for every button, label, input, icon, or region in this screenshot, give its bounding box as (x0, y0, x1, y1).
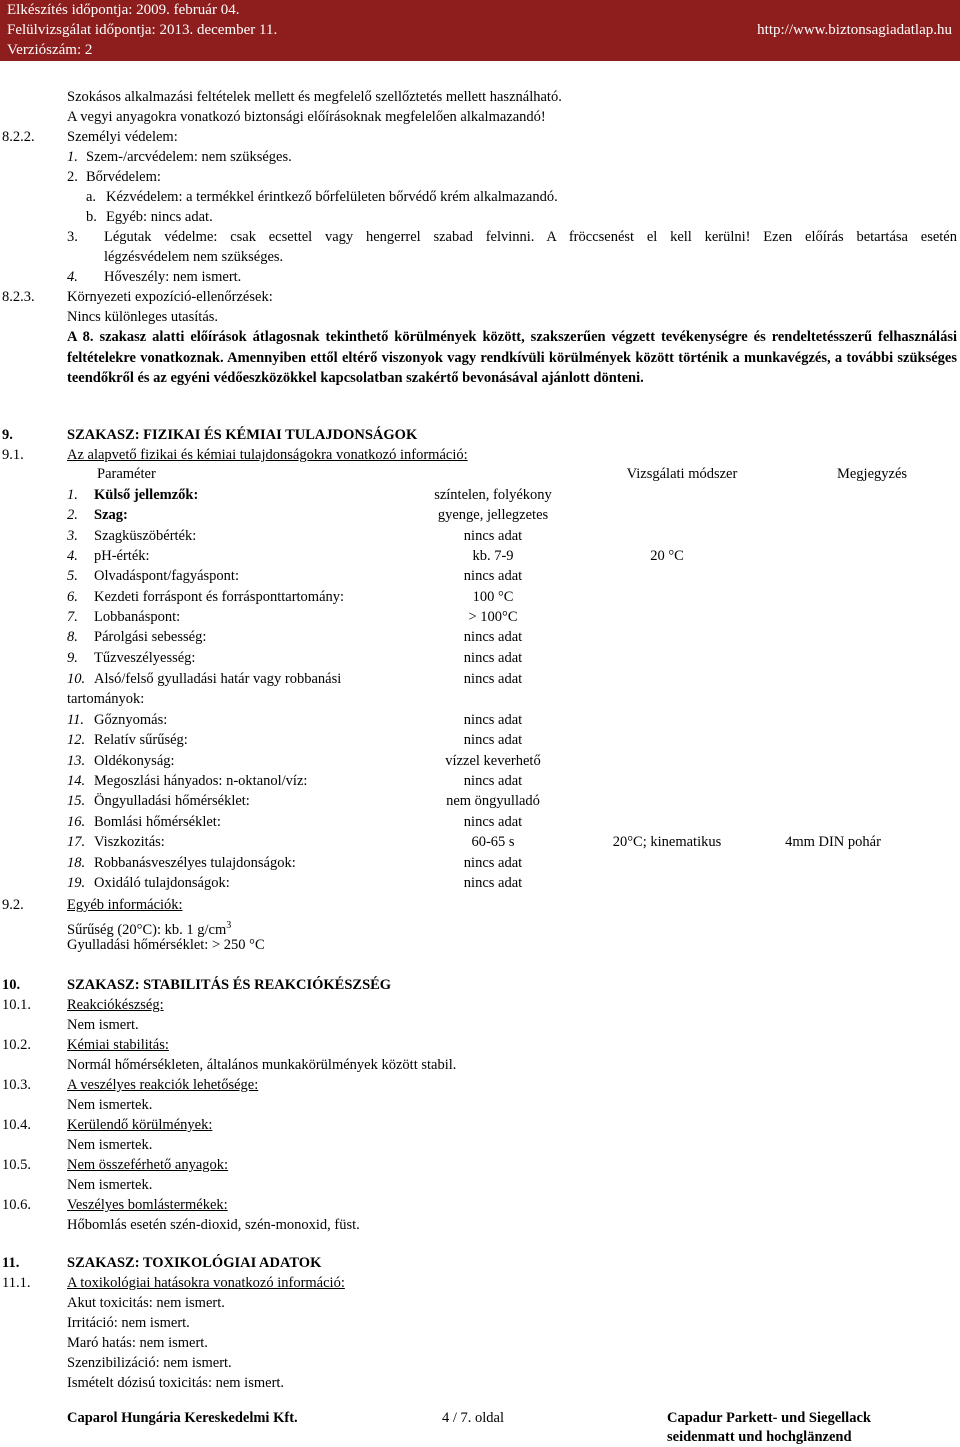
toxicology-heading: A toxikológiai hatásokra vonatkozó információ: (67, 1275, 345, 1291)
toxicology-item: Akut toxicitás: nem ismert. (67, 1295, 225, 1311)
row-parameter: Oldékonyság: (94, 753, 175, 769)
creation-date: Elkészítés időpontja: 2009. február 04. (7, 2, 240, 18)
respiratory-protection: Légutak védelme: csak ecsettel vagy hengerrel szabad felvinni. A fröccsenést el kell kerülni! Ezen előírás betartása esetén (104, 229, 957, 245)
environmental-controls-value: Nincs különleges utasítás. (67, 309, 219, 325)
section-8-note: A 8. szakasz alatti előírások átlagosnak tekinthető körülmények között, szakszerűen végzett tevékenységre és rendeltetésszerű felhasználási feltételekre vonatkoznak. Amennyiben ettől eltérő viszonyok vagy rendkívüli körülmények között történik a munkavégzés, a további szükséges teendőkről és az egyéni védőeszközökkel kapcsolatban szakértő bevonásával ajánlott dönteni. (67, 329, 957, 386)
row-number: 7. (67, 609, 78, 625)
row-number: 11. (67, 712, 85, 728)
row-number: 17. (67, 834, 86, 850)
row-number: 15. (67, 793, 86, 809)
row-value: gyenge, jellegzetes (437, 507, 549, 523)
footer-product-line1: Capadur Parkett- und Siegellack (667, 1410, 871, 1426)
density-text: Sűrűség (20°C): kb. 1 g/cm (67, 921, 227, 938)
row-parameter: Tűzveszélyesség: (94, 650, 196, 666)
row-parameter: Külső jellemzők: (94, 487, 199, 503)
other-protection: Egyéb: nincs adat. (106, 209, 213, 225)
row-parameter: Gőznyomás: (94, 712, 168, 728)
row-value: nincs adat (463, 814, 523, 830)
respiratory-protection-cont: légzésvédelem nem szükséges. (104, 249, 284, 265)
row-value: nincs adat (463, 875, 523, 891)
row-parameter: Lobbanáspont: (94, 609, 181, 625)
subsection-text: Nem ismertek. (67, 1177, 153, 1193)
row-value: vízzel keverhető (445, 753, 541, 769)
toxicology-item: Irritáció: nem ismert. (67, 1315, 190, 1331)
section-number: 9. (2, 427, 13, 443)
row-value: nincs adat (463, 629, 523, 645)
section-number: 11.1. (2, 1275, 31, 1291)
ignition-temperature: Gyulladási hőmérséklet: > 250 °C (67, 937, 265, 953)
column-header-note: Megjegyzés (836, 466, 908, 482)
subsection-text: Nem ismertek. (67, 1097, 153, 1113)
subsection-heading: Reakciókészség: (67, 997, 164, 1013)
row-number: 14. (67, 773, 86, 789)
review-date: Felülvizsgálat időpontja: 2013. december 11. (7, 22, 278, 38)
row-parameter: Szagküszöbérték: (94, 528, 197, 544)
footer-company: Caparol Hungária Kereskedelmi Kft. (67, 1410, 298, 1426)
toxicology-item: Ismételt dózisú toxicitás: nem ismert. (67, 1375, 285, 1391)
item-letter: b. (86, 209, 97, 225)
row-parameter: pH-érték: (94, 548, 150, 564)
environmental-controls-heading: Környezeti expozíció-ellenőrzések: (67, 289, 273, 305)
row-parameter: Bomlási hőmérséklet: (94, 814, 221, 830)
row-parameter-cont: tartományok: (67, 691, 145, 707)
row-value: kb. 7-9 (472, 548, 514, 564)
row-value: nincs adat (463, 671, 523, 687)
section-11-title: SZAKASZ: TOXIKOLÓGIAI ADATOK (67, 1255, 322, 1271)
density-unit-exponent: 3 (226, 920, 232, 931)
subsection-number: 10.2. (2, 1037, 31, 1053)
row-value: nincs adat (463, 650, 523, 666)
item-number: 1. (67, 149, 78, 165)
section-number: 10. (2, 977, 21, 993)
row-number: 5. (67, 568, 78, 584)
subsection-heading: Veszélyes bomlástermékek: (67, 1197, 228, 1213)
row-number: 1. (67, 487, 78, 503)
row-method: 20 °C (650, 548, 684, 564)
row-value: > 100°C (468, 609, 518, 625)
section-9-title: SZAKASZ: FIZIKAI ÉS KÉMIAI TULAJDONSÁGOK (67, 427, 418, 443)
row-method: 20°C; kinematikus (612, 834, 722, 850)
row-number: 6. (67, 589, 78, 605)
row-parameter: Olvadáspont/fagyáspont: (94, 568, 239, 584)
footer-page-number: 4 / 7. oldal (442, 1410, 505, 1426)
row-number: 12. (67, 732, 86, 748)
row-parameter: Kezdeti forráspont és forrásponttartomány: (94, 589, 345, 605)
subsection-number: 10.5. (2, 1157, 31, 1173)
row-number: 13. (67, 753, 86, 769)
hand-protection: Kézvédelem: a termékkel érintkező bőrfelületen bőrvédő krém alkalmazandó. (106, 189, 558, 205)
skin-protection: Bőrvédelem: (86, 169, 161, 185)
section-10-title: SZAKASZ: STABILITÁS ÉS REAKCIÓKÉSZSÉG (67, 977, 392, 993)
subsection-heading: Kerülendő körülmények: (67, 1117, 213, 1133)
row-number: 4. (67, 548, 78, 564)
subsection-number: 10.1. (2, 997, 31, 1013)
section-number: 8.2.3. (2, 289, 35, 305)
basic-properties-heading: Az alapvető fizikai és kémiai tulajdonságokra vonatkozó információ: (67, 447, 468, 463)
subsection-text: Hőbomlás esetén szén-dioxid, szén-monoxid, füst. (67, 1217, 360, 1233)
other-info-heading: Egyéb információk: (67, 897, 183, 913)
row-number: 3. (67, 528, 78, 544)
subsection-number: 10.6. (2, 1197, 31, 1213)
row-value: 100 °C (472, 589, 514, 605)
item-number: 3. (67, 229, 78, 245)
row-value: nincs adat (463, 528, 523, 544)
row-parameter: Oxidáló tulajdonságok: (94, 875, 230, 891)
row-value: nincs adat (463, 773, 523, 789)
row-parameter: Öngyulladási hőmérséklet: (94, 793, 250, 809)
thermal-hazard: Hőveszély: nem ismert. (104, 269, 242, 285)
row-number: 18. (67, 855, 86, 871)
column-header-method: Vizsgálati módszer (626, 466, 738, 482)
personal-protection-heading: Személyi védelem: (67, 129, 178, 145)
subsection-text: Nem ismert. (67, 1017, 139, 1033)
version-number: Verziószám: 2 (7, 42, 93, 58)
section-number: 8.2.2. (2, 129, 35, 145)
row-number: 8. (67, 629, 78, 645)
eye-protection: Szem-/arcvédelem: nem szükséges. (86, 149, 292, 165)
subsection-number: 10.4. (2, 1117, 31, 1133)
row-parameter: Robbanásveszélyes tulajdonságok: (94, 855, 296, 871)
column-header-parameter: Paraméter (97, 466, 156, 482)
row-value: nincs adat (463, 568, 523, 584)
row-parameter: Alsó/felső gyulladási határ vagy robbanási (94, 671, 342, 687)
subsection-number: 10.3. (2, 1077, 31, 1093)
subsection-text: Normál hőmérsékleten, általános munkakörülmények között stabil. (67, 1057, 457, 1073)
row-value: nincs adat (463, 712, 523, 728)
subsection-heading: Kémiai stabilitás: (67, 1037, 169, 1053)
toxicology-item: Szenzibilizáció: nem ismert. (67, 1355, 232, 1371)
footer-product-line2: seidenmatt und hochglänzend (667, 1429, 852, 1445)
subsection-heading: A veszélyes reakciók lehetősége: (67, 1077, 259, 1093)
row-number: 10. (67, 671, 86, 687)
row-number: 19. (67, 875, 86, 891)
website-link[interactable]: http://www.biztonsagiadatlap.hu (757, 22, 952, 38)
row-value: nem öngyulladó (446, 793, 540, 809)
row-number: 9. (67, 650, 78, 666)
subsection-heading: Nem összeférhető anyagok: (67, 1157, 229, 1173)
header-band (0, 0, 960, 61)
usage-condition: Szokásos alkalmazási feltételek mellett és megfelelő szellőztetés mellett használható. (67, 89, 562, 105)
safety-rules: A vegyi anyagokra vonatkozó biztonsági előírásoknak megfelelően alkalmazandó! (67, 109, 546, 125)
row-value: 60-65 s (471, 834, 515, 850)
section-number: 11. (2, 1255, 20, 1271)
item-number: 2. (67, 169, 78, 185)
section-number: 9.2. (2, 897, 24, 913)
row-value: nincs adat (463, 732, 523, 748)
row-note: 4mm DIN pohár (785, 834, 881, 850)
item-letter: a. (86, 189, 97, 205)
row-parameter: Viszkozitás: (94, 834, 165, 850)
row-parameter: Relatív sűrűség: (94, 732, 188, 748)
item-number: 4. (67, 269, 78, 285)
row-parameter: Megoszlási hányados: n-oktanol/víz: (94, 773, 308, 789)
row-number: 16. (67, 814, 86, 830)
row-parameter: Szag: (94, 507, 128, 523)
toxicology-item: Maró hatás: nem ismert. (67, 1335, 208, 1351)
row-number: 2. (67, 507, 78, 523)
section-number: 9.1. (2, 447, 24, 463)
row-value: színtelen, folyékony (434, 487, 552, 503)
row-parameter: Párolgási sebesség: (94, 629, 207, 645)
row-value: nincs adat (463, 855, 523, 871)
subsection-text: Nem ismertek. (67, 1137, 153, 1153)
